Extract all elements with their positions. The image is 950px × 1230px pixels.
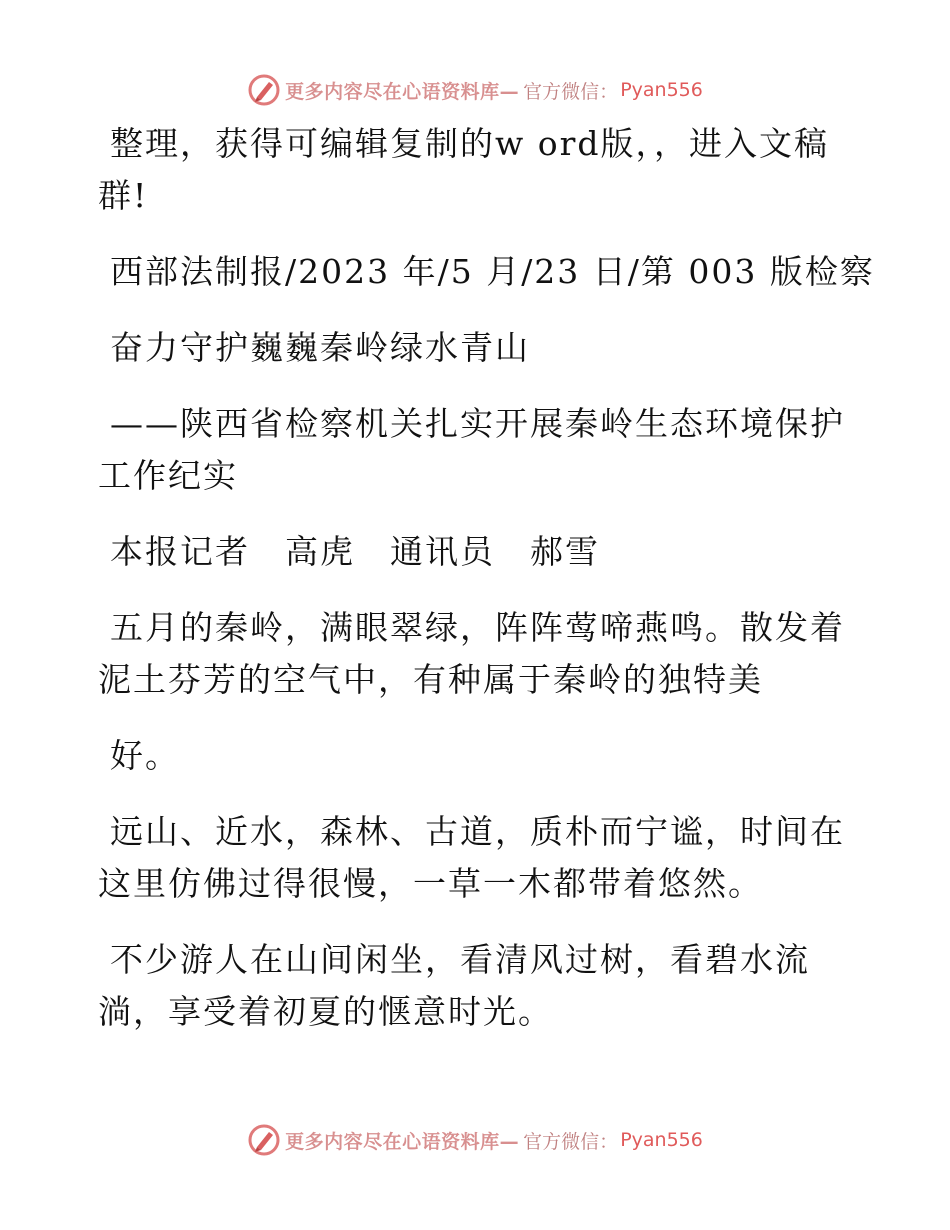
- text-line: 好。: [110, 736, 180, 775]
- footer-watermark: [0, 1120, 950, 1160]
- paragraph: [98, 246, 875, 298]
- text-line: 奋力守护巍巍秦岭绿水青山: [110, 328, 530, 367]
- text-line: 群!: [98, 176, 149, 215]
- byline: [98, 526, 858, 578]
- watermark-wechat-id: Pyan556: [620, 79, 703, 101]
- text-line: 这里仿佛过得很慢，一草一木都带着悠然。: [98, 864, 763, 903]
- text-line: 整理，获得可编辑复制的w ord版，，进入文稿: [110, 124, 830, 163]
- watermark-text: 更多内容尽在心语资料库—: [285, 1130, 520, 1153]
- paragraph: [98, 806, 858, 910]
- watermark-text: 更多内容尽在心语资料库—: [285, 80, 520, 103]
- document-body: [98, 118, 875, 1062]
- text-line: 远山、近水，森林、古道，质朴而宁谧，时间在: [110, 812, 845, 851]
- text-line: 工作纪实: [98, 456, 238, 495]
- text-line: 淌，享受着初夏的惬意时光。: [98, 992, 553, 1031]
- watermark-wechat-label: 官方微信：: [523, 80, 619, 103]
- article-title: [98, 322, 858, 374]
- text-line: 五月的秦岭，满眼翠绿，阵阵莺啼燕鸣。散发着: [110, 608, 845, 647]
- text-line: 泥土芬芳的空气中，有种属于秦岭的独特美: [98, 660, 763, 699]
- pen-logo-icon: [247, 73, 281, 107]
- text-line: 西部法制报/2023 年/5 月/23 日/第 003 版检察: [110, 252, 875, 291]
- text-line: 不少游人在山间闲坐，看清风过树，看碧水流: [110, 940, 810, 979]
- paragraph: [98, 934, 858, 1038]
- text-line: 本报记者 高虎 通讯员 郝雪: [110, 532, 600, 571]
- paragraph: [98, 118, 858, 222]
- header-watermark: [0, 70, 950, 110]
- paragraph: [98, 602, 858, 706]
- text-line: ——陕西省检察机关扎实开展秦岭生态环境保护: [110, 404, 845, 443]
- article-subtitle: [98, 398, 858, 502]
- pen-logo-icon: [247, 1123, 281, 1157]
- watermark-wechat-label: 官方微信：: [523, 1130, 619, 1153]
- watermark-wechat-id: Pyan556: [620, 1129, 703, 1151]
- paragraph: [98, 730, 858, 782]
